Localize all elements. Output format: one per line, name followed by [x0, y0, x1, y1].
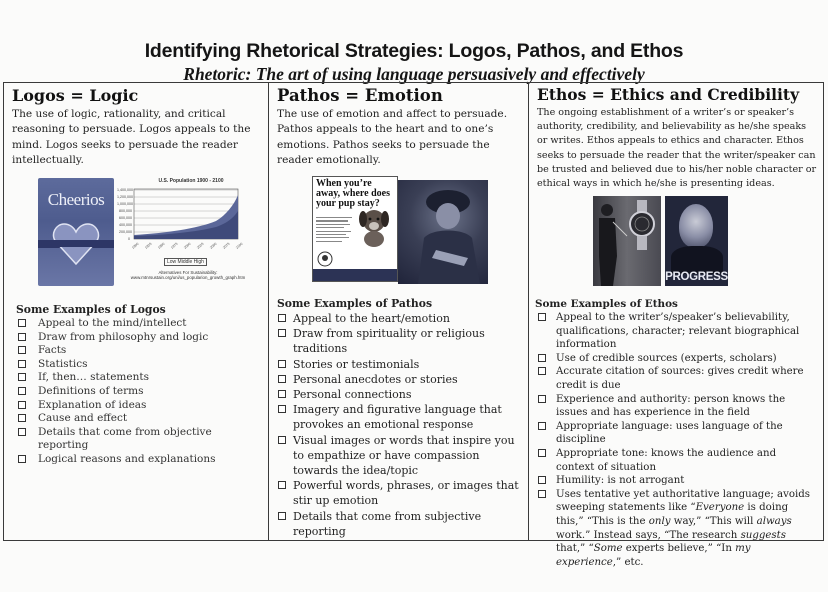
svg-text:800,000: 800,000 [119, 209, 132, 213]
pet-ad-image [312, 176, 398, 282]
strategies-table [3, 82, 824, 568]
checkbox-icon[interactable] [538, 449, 546, 457]
chart-plot [116, 185, 260, 257]
checklist-item[interactable]: Draw from philosophy and logic [16, 331, 262, 345]
checklist-item[interactable]: Definitions of terms [16, 385, 262, 399]
checkbox-icon[interactable] [18, 387, 26, 395]
checklist-item[interactable]: Draw from spirituality or religious traditions [277, 326, 522, 356]
checkbox-icon[interactable] [538, 354, 546, 362]
firefighter-photo [398, 180, 488, 284]
checkbox-icon[interactable] [278, 405, 286, 413]
portrait-suit [671, 246, 723, 274]
checklist-item[interactable]: Powerful words, phrases, or images that stir up emotion [277, 478, 522, 508]
checkbox-icon[interactable] [538, 313, 546, 321]
ethos-checklist [529, 311, 823, 569]
checkbox-icon[interactable] [538, 367, 546, 375]
pathos-checklist [269, 311, 528, 539]
checkbox-icon[interactable] [538, 490, 546, 498]
checklist-item[interactable]: Use of credible sources (experts, scholars) [536, 352, 817, 366]
svg-text:2100: 2100 [235, 241, 244, 250]
checklist-item[interactable]: Humility: is not arrogant [536, 474, 817, 488]
logos-checklist [4, 317, 268, 467]
svg-text:1925: 1925 [144, 241, 153, 250]
checkbox-icon[interactable] [18, 333, 26, 341]
checkbox-icon[interactable] [18, 428, 26, 436]
page-title: Identifying Rhetorical Strategies: Logos, Pathos, and Ethos [144, 40, 684, 62]
svg-text:1975: 1975 [170, 241, 179, 250]
pathos-examples-title: Some Examples of Pathos [277, 297, 433, 310]
pathos-column [269, 83, 529, 540]
cereal-brand: Cheerios [47, 190, 105, 209]
firefighter-figure [398, 180, 488, 284]
logos-column [4, 83, 269, 540]
checklist-item[interactable]: Appeal to the mind/intellect [16, 317, 262, 331]
checkbox-icon[interactable] [278, 375, 286, 383]
checklist-item[interactable]: If, then… statements [16, 371, 262, 385]
cheerios-box-image [38, 178, 114, 286]
pathos-description: The use of emotion and affect to persuade. Pathos appeals to the heart and to one’s emotions. Pathos seeks to persuade the reader emotionally. [277, 108, 508, 167]
checklist-item[interactable]: Logical reasons and explanations [16, 453, 262, 467]
checkbox-icon[interactable] [18, 319, 26, 327]
checkbox-icon[interactable] [278, 314, 286, 322]
svg-text:600,000: 600,000 [119, 216, 132, 220]
heart-icon [52, 222, 100, 266]
checklist-item[interactable]: Experience and authority: person knows the issues and has experience in the field [536, 393, 817, 420]
ethos-description: The ongoing establishment of a writer’s or speaker’s authority, credibility, and believability as he/she speaks or writes. Ethos appeals to ethics and character. Ethos seeks to persuade the reader that the writer/speaker can be trusted and believed due to his/her noble character or ethical ways in which he/she is presenting ideas. [537, 107, 817, 190]
checklist-item[interactable]: Visual images or words that inspire you to empathize or have compassion towards the idea/topic [277, 433, 522, 479]
svg-text:0: 0 [128, 237, 130, 241]
svg-text:400,000: 400,000 [119, 223, 132, 227]
checklist-item[interactable]: Appeal to the heart/emotion [277, 311, 522, 326]
ethos-examples [529, 297, 823, 569]
checkbox-icon[interactable] [278, 436, 286, 444]
checkbox-icon[interactable] [278, 481, 286, 489]
ad-footer [313, 269, 398, 281]
checkbox-icon[interactable] [538, 476, 546, 484]
checklist-item[interactable]: Explanation of ideas [16, 399, 262, 413]
checkbox-icon[interactable] [278, 360, 286, 368]
svg-text:1,000,000: 1,000,000 [117, 202, 133, 206]
svg-text:1,200,000: 1,200,000 [117, 195, 133, 199]
checkbox-icon[interactable] [538, 422, 546, 430]
logos-examples [4, 303, 268, 467]
checklist-item[interactable]: Imagery and figurative language that provokes an emotional response [277, 402, 522, 432]
svg-text:2050: 2050 [209, 241, 218, 250]
page-subtitle: Rhetoric: The art of using language persuasively and effectively [183, 64, 645, 84]
ad-headline: When you’re away, where does your pup stay? [316, 178, 390, 209]
chart-legend: Low Middle High [164, 258, 207, 266]
ad-body-text [316, 217, 354, 244]
progress-poster-image [665, 196, 728, 286]
svg-text:2025: 2025 [196, 241, 205, 250]
logos-examples-title: Some Examples of Logos [16, 303, 166, 316]
ad-logo-icon [317, 251, 333, 267]
checkbox-icon[interactable] [278, 390, 286, 398]
checklist-item[interactable]: Details that come from subjective reporting [277, 509, 522, 539]
checklist-item[interactable]: Statistics [16, 358, 262, 372]
checklist-item[interactable]: Details that come from objective reporting [16, 426, 262, 453]
checklist-item[interactable]: Appropriate tone: knows the audience and context of situation [536, 447, 817, 474]
checklist-item[interactable]: Appropriate language: uses language of the discipline [536, 420, 817, 447]
checkbox-icon[interactable] [278, 512, 286, 520]
ethos-examples-title: Some Examples of Ethos [535, 298, 678, 310]
checkbox-icon[interactable] [18, 346, 26, 354]
logos-heading: Logos = Logic [12, 86, 139, 105]
checkbox-icon[interactable] [278, 329, 286, 337]
puppy-icon [357, 207, 391, 247]
pathos-heading: Pathos = Emotion [277, 86, 443, 105]
checklist-item[interactable]: Uses tentative yet authoritative language; avoids sweeping statements like “Everyone is doing this,” “This is the only way,” “This will always work.” Instead says, “The research suggests that,” “Some experts believe,” “In my experience,” etc. [536, 488, 817, 570]
ethos-heading: Ethos = Ethics and Credibility [537, 85, 800, 104]
checklist-item[interactable]: Stories or testimonials [277, 357, 522, 372]
checklist-item[interactable]: Appeal to the writer’s/speaker’s believability, qualifications, character; relevant biographical information [536, 311, 817, 352]
svg-text:200,000: 200,000 [119, 230, 132, 234]
svg-text:1,400,000: 1,400,000 [117, 188, 133, 192]
svg-text:2000: 2000 [183, 241, 192, 250]
svg-text:1950: 1950 [157, 241, 166, 250]
checkbox-icon[interactable] [538, 395, 546, 403]
checklist-item[interactable]: Facts [16, 344, 262, 358]
population-chart [116, 178, 260, 288]
golfer-watch-ad-image [593, 196, 661, 286]
svg-text:2075: 2075 [222, 241, 231, 250]
golfer-figure [593, 196, 661, 286]
pathos-examples [269, 297, 528, 539]
chart-source: Alternatives For Sustainability: www.mtnrsustain.org/uni/us_popularion_growth_graph.htm [130, 270, 246, 281]
svg-text:1900: 1900 [131, 241, 140, 250]
checklist-item[interactable]: Personal anecdotes or stories [277, 372, 522, 387]
checkbox-icon[interactable] [18, 401, 26, 409]
logos-description: The use of logic, rationality, and critical reasoning to persuade. Logos appeals to the mind. Logos seeks to persuade the reader intellectually. [12, 108, 251, 167]
checkbox-icon[interactable] [18, 455, 26, 463]
checklist-item[interactable]: Accurate citation of sources: gives credit where credit is due [536, 365, 817, 392]
portrait-face [679, 204, 713, 248]
checklist-item[interactable]: Cause and effect [16, 412, 262, 426]
chart-title: U.S. Population 1900 - 2100 [158, 178, 224, 184]
poster-caption: PROGRESS [665, 271, 728, 283]
checkbox-icon[interactable] [18, 360, 26, 368]
ethos-column [529, 83, 823, 568]
checkbox-icon[interactable] [18, 414, 26, 422]
checkbox-icon[interactable] [18, 373, 26, 381]
checklist-item[interactable]: Personal connections [277, 387, 522, 402]
